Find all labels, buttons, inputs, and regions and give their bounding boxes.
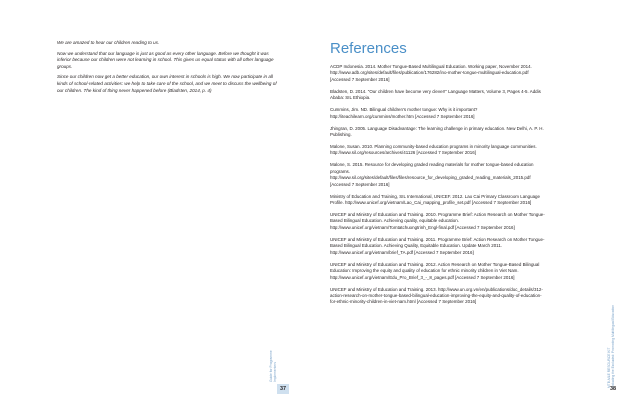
running-footer-line: Guide for Programme xyxy=(269,350,273,382)
reference-entry: UNICEF and Ministry of Education and Training. 2013. http://www.un.org.vn/en/publications/doc_details/312-action-research-on-mother-tongue-based-bilingual-education-improving-the-equity-and-quality-of-education-for-ethnic-minority-children-in-viet-nam.html [Accessed 7 September 2016] xyxy=(330,286,543,305)
reference-entry: Cummins, Jim. ND. Bilingual children's mother tongue: Why is it important? http://iteachilearn.org/cummins/mother.htm [Accessed 7 September 2016] xyxy=(330,107,478,119)
quote-block xyxy=(57,40,279,98)
running-footer-line: MTB-MLE RESOURCE KIT xyxy=(607,347,611,388)
page-number-left: 37 xyxy=(277,384,289,394)
quote-paragraph: Now we understand that our language is just as good as every other language. Before we thought it was inferior because our children were not learning in school. This gives us equal status with all other language groups. xyxy=(57,50,274,69)
left-running-footer xyxy=(269,302,277,382)
reference-entry: ACDP Indonesia. 2014. Mother Tongue-Based Multilingual Education. Working paper, November 2014. http://www.adb.org/sites/default/files/publication/176282/ino-mother-tongue-multilingual-education.pdf [Accessed 7 September 2016] xyxy=(330,64,532,82)
quote-paragraph: We are amazed to hear our children reading to us. xyxy=(57,40,160,45)
running-footer-line: Including the Excluded: Promoting Multilingual Education xyxy=(611,304,616,388)
page-number-right: 38 xyxy=(610,386,616,392)
quote-paragraph: Since our children now get a better education, our own interest in schools is high. We now participate in all kinds of school-related activities: we help to take care of the school, and we meet to discuss the wellbeing of our children. The kind of thing never happened before (Bladsten, 2014, p. 4) xyxy=(57,74,277,93)
reference-entry: Jhingran, D. 2005. Language Disadvantage: The learning challenge in primary education. New Delhi, A. P. H. Publishing. xyxy=(330,125,544,138)
reference-entry: UNICEF and Ministry of Education and Training. 2012. Action Research on Mother Tongue-Based Bilingual Education: Improving the equity and quality of education for ethnic minority children in Viet Nam. http://www.unicef.org/vietnam/Edu_Pro_Brief_3_-_8_pages.pdf [Accessed 7 September 2016] xyxy=(330,261,540,280)
references-heading: References xyxy=(330,40,407,57)
references-list xyxy=(330,64,548,311)
running-footer-line: Implementers xyxy=(273,362,278,382)
right-running-footer xyxy=(607,302,615,388)
reference-entry: Bladsten, D. 2014. "Our children have become very clever!" Language Matters, Volume 3, Pages 4-5. Addis Ababa: SIL Ethiopia. xyxy=(330,88,541,101)
reference-entry: Ministry of Education and Training, SIL International, UNICEF. 2012. Lao Cai Primary Classroom Language Profile. http://www.unicef.org/vietnam/Lao_Cai_mapping_profile_set.pdf [Accessed 7 September 2016] xyxy=(330,193,540,206)
reference-entry: UNICEF and Ministry of Education and Training. 2010. Programme Brief: Action Research on Mother Tongue-Based Bilingual Education. Achieving quality, equitable education. http://www.unicef.org/vietnam/Tomtatchuongtrinh_Engl-final.pdf [Accessed 7 September 2016] xyxy=(330,212,545,230)
reference-entry: Malone, S. 2015. Resource for developing graded reading materials for mother tongue-based education programs. http://www.sil.org/sites/default/files/files/resource_for_developing_graded_reading_materials_2015.pdf [Accessed 7 September 2016] xyxy=(330,162,534,187)
reference-entry: Malone, Susan. 2010. Planning community-based education programs in minority language communities. http://www.sil.org/resources/archives/41126 [Accessed 7 September 2016] xyxy=(330,144,537,156)
left-page xyxy=(0,0,300,402)
reference-entry: UNICEF and Ministry of Education and Training. 2011. Programme Brief: Action Research on Mother Tongue-Based Bilingual Education. Achieving Quality, Equitable Education. Update March 2011. http://www.unicef.org/vietnam/brief_TA.pdf [Accessed 7 September 2016] xyxy=(330,236,545,255)
